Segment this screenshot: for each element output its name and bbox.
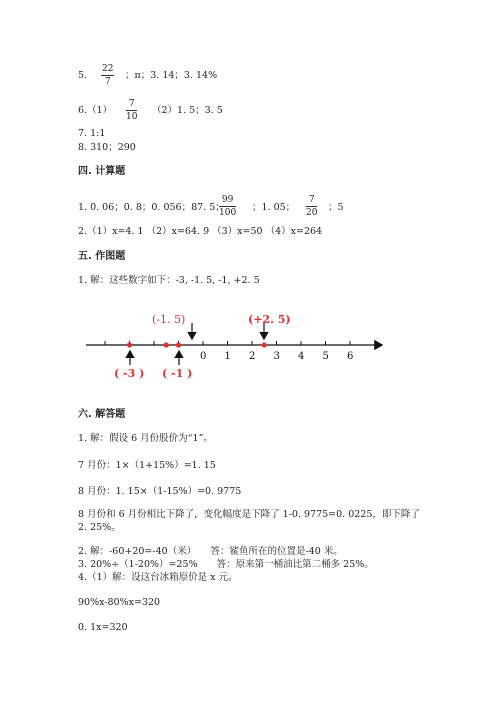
equation-2: 0. 1x=320 xyxy=(78,622,128,633)
q6-denominator: 10 xyxy=(126,112,138,122)
tick-label: 5 xyxy=(322,351,329,362)
tick-label: 1 xyxy=(224,351,231,362)
q6-numerator: 7 xyxy=(128,99,135,109)
answer-2: 2. 解：-60+20=-40（米） 答：鲨鱼所在的位置是-40 米。 xyxy=(78,546,343,557)
label-pos2-5: (+2. 5) xyxy=(248,313,291,326)
equation-1: 90%x-80%x=320 xyxy=(78,597,161,608)
q6-label: 6.（1） xyxy=(78,105,113,116)
label-neg1-5: (-1. 5) xyxy=(152,313,186,326)
answer-4: 4.（1）解：设这台冰箱原价是 x 元。 xyxy=(78,572,238,583)
draw1-text: 1. 解：这些数字如下：-3, -1. 5, -1, +2. 5 xyxy=(78,275,260,286)
fraction-bar xyxy=(101,75,114,76)
answer-3: 3. 20%÷（1-20%）=25% 答：原来第一桶油比第二桶多 25%。 xyxy=(78,559,374,570)
calc1-numerator-2: 7 xyxy=(308,195,315,205)
q5-numerator: 22 xyxy=(102,64,114,74)
section-4-heading: 四. 计算题 xyxy=(78,166,126,177)
calc1-end: ；5 xyxy=(328,202,344,213)
number-point xyxy=(164,342,169,347)
label-neg1: ( -1 ) xyxy=(162,367,193,380)
q5-text: ；π；3. 14；3. 14% xyxy=(125,70,218,81)
tick-label: 0 xyxy=(200,351,207,362)
number-point xyxy=(262,342,267,347)
calc2-text: 2.（1）x=4. 1 （2）x=64. 9 （3）x=50 （4）x=264 xyxy=(78,226,323,237)
calc1-fraction-2 xyxy=(306,195,317,218)
calc1-numerator-1: 99 xyxy=(221,195,234,205)
calc1-label: 1. 0. 06；0. 8；0. 056；87. 5； xyxy=(78,202,225,213)
tick-label: 6 xyxy=(347,351,354,362)
fraction-bar xyxy=(306,206,317,207)
answer-1: 1. 解：假设 6 月份股价为“1”。 xyxy=(78,433,213,444)
q5-denominator: 7 xyxy=(104,77,111,87)
number-point xyxy=(127,342,132,347)
number-point xyxy=(176,342,181,347)
calc1-mid: ；1. 05； xyxy=(252,202,296,213)
q6-text: （2）1. 5；3. 5 xyxy=(152,105,223,116)
tick-label: 4 xyxy=(298,351,305,362)
answer-7-month: 7 月份：1×（1+15%）=1. 15 xyxy=(78,460,216,471)
q7-text: 7. 1:1 xyxy=(78,128,106,139)
calc1-denominator-2: 20 xyxy=(306,208,318,218)
calc1-fraction-1 xyxy=(219,195,236,218)
answer-compare-line-1: 8 月份和 6 月份相比下降了，变化幅度是下降了 1-0. 9775=0. 0225，即下降了 xyxy=(78,509,420,520)
tick-label: 3 xyxy=(273,351,280,362)
fraction-bar xyxy=(219,206,236,207)
section-5-heading: 五. 作图题 xyxy=(78,251,126,262)
answer-compare-line-2: 2. 25%。 xyxy=(78,522,121,533)
label-neg3: ( -3 ) xyxy=(114,367,145,380)
section-6-heading: 六. 解答题 xyxy=(78,409,126,420)
tick-label: 2 xyxy=(249,351,256,362)
calc1-denominator-1: 100 xyxy=(219,208,237,218)
q5-label: 5. xyxy=(78,70,88,81)
fraction-bar xyxy=(126,110,137,111)
q6-fraction xyxy=(126,99,137,122)
answer-8-month: 8 月份：1. 15×（1-15%）=0. 9775 xyxy=(78,486,242,497)
number-line-diagram xyxy=(80,305,390,385)
q5-fraction xyxy=(101,64,114,87)
q8-text: 8. 310；290 xyxy=(78,142,136,153)
